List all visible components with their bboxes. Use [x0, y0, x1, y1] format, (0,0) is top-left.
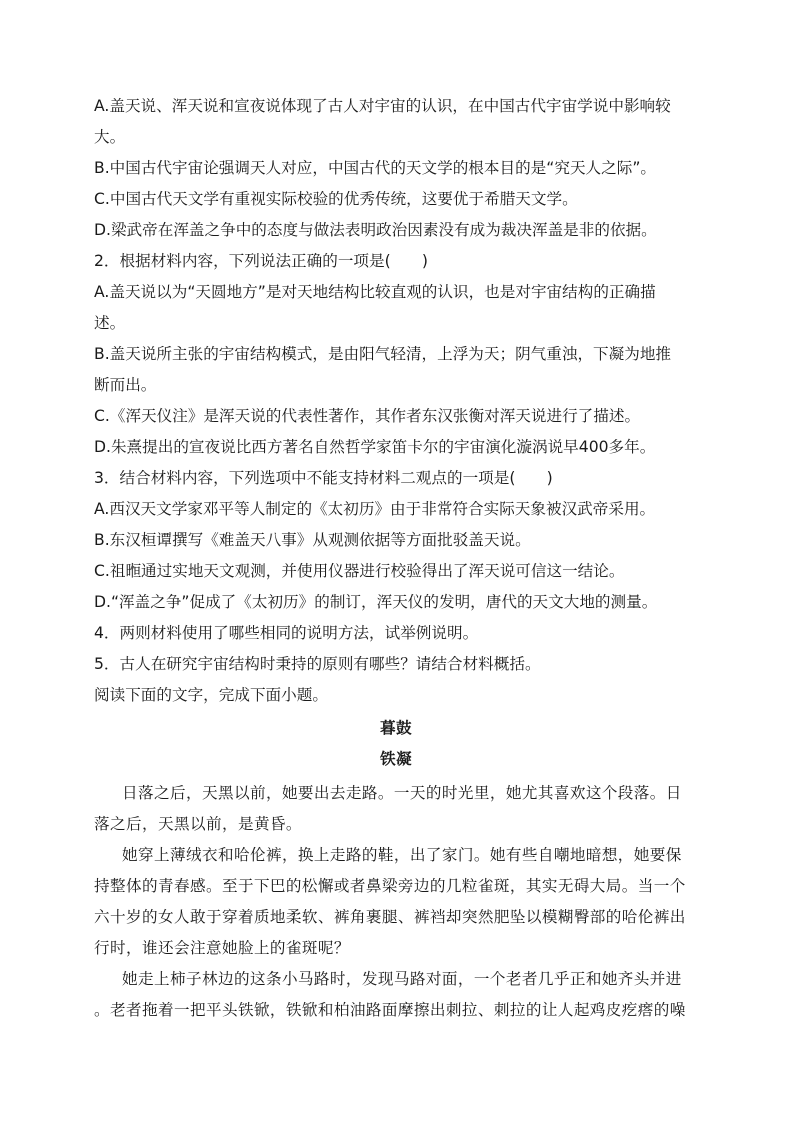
- q2-option-a-line2: 述。: [94, 314, 126, 332]
- question-4: 4．两则材料使用了哪些相同的说明方法，试举例说明。: [94, 624, 479, 642]
- story-p3-line2: 。老者拖着一把平头铁锨，铁锨和柏油路面摩擦出刺拉、刺拉的让人起鸡皮疙瘩的噪: [94, 1001, 686, 1019]
- story-p2-line3: 六十岁的女人敢于穿着质地柔软、裤角裹腿、裤裆却突然肥坠以模糊臀部的哈伦裤出: [94, 908, 686, 926]
- q1-option-d: D.梁武帝在浑盖之争中的态度与做法表明政治因素没有成为裁决浑盖是非的依据。: [94, 221, 657, 239]
- story-p1-line1: 日落之后，天黑以前，她要出去走路。一天的时光里，她尤其喜欢这个段落。日: [122, 784, 682, 802]
- q3-stem: 3．结合材料内容，下列选项中不能支持材料二观点的一项是( ): [94, 469, 553, 487]
- story-author: 铁凝: [380, 749, 412, 768]
- q1-option-a-line1: A.盖天说、浑天说和宣夜说体现了古人对宇宙的认识，在中国古代宇宙学说中影响较: [94, 97, 671, 115]
- reading-instruction: 阅读下面的文字，完成下面小题。: [94, 686, 328, 704]
- q3-option-b: B.东汉桓谭撰写《难盖天八事》从观测依据等方面批驳盖天说。: [94, 531, 531, 549]
- q3-option-a: A.西汉天文学家邓平等人制定的《太初历》由于非常符合实际天象被汉武帝采用。: [94, 500, 656, 518]
- q1-option-a-line2: 大。: [94, 128, 126, 146]
- q2-option-c: C.《浑天仪注》是浑天说的代表性著作，其作者东汉张衡对浑天说进行了描述。: [94, 407, 641, 425]
- q2-option-d: D.朱熹提出的宣夜说比西方著名自然哲学家笛卡尔的宇宙演化漩涡说早400多年。: [94, 438, 656, 456]
- story-p2-line2: 持整体的青春感。至于下巴的松懈或者鼻梁旁边的几粒雀斑，其实无碍大局。当一个: [94, 877, 686, 895]
- q2-option-b-line2: 断而出。: [94, 376, 157, 394]
- story-title: 暮鼓: [380, 718, 412, 737]
- q3-option-c: C.祖暅通过实地天文观测，并使用仪器进行校验得出了浑天说可信这一结论。: [94, 562, 625, 580]
- story-p2-line4: 行时，谁还会注意她脸上的雀斑呢？: [94, 939, 350, 957]
- q1-option-b: B.中国古代宇宙论强调天人对应，中国古代的天文学的根本目的是“究天人之际”。: [94, 159, 656, 177]
- q2-option-a-line1: A.盖天说以为“天圆地方”是对天地结构比较直观的认识，也是对宇宙结构的正确描: [94, 283, 656, 301]
- story-p1-line2: 落之后，天黑以前，是黄昏。: [94, 815, 302, 833]
- story-p2-line1: 她穿上薄绒衣和哈伦裤，换上走路的鞋，出了家门。她有些自嘲地暗想，她要保: [122, 846, 682, 864]
- story-p3-line1: 她走上柿子林边的这条小马路时，发现马路对面，一个老者几乎正和她齐头并进: [122, 970, 682, 988]
- q2-stem: 2．根据材料内容，下列说法正确的一项是( ): [94, 252, 428, 270]
- question-5: 5．古人在研究宇宙结构时秉持的原则有哪些？请结合材料概括。: [94, 655, 541, 673]
- q1-option-c: C.中国古代天文学有重视实际校验的优秀传统，这要优于希腊天文学。: [94, 190, 578, 208]
- q2-option-b-line1: B.盖天说所主张的宇宙结构模式，是由阳气轻清，上浮为天；阴气重浊，下凝为地推: [94, 345, 672, 363]
- q3-option-d: D.“浑盖之争”促成了《太初历》的制订，浑天仪的发明，唐代的天文大地的测量。: [94, 593, 658, 611]
